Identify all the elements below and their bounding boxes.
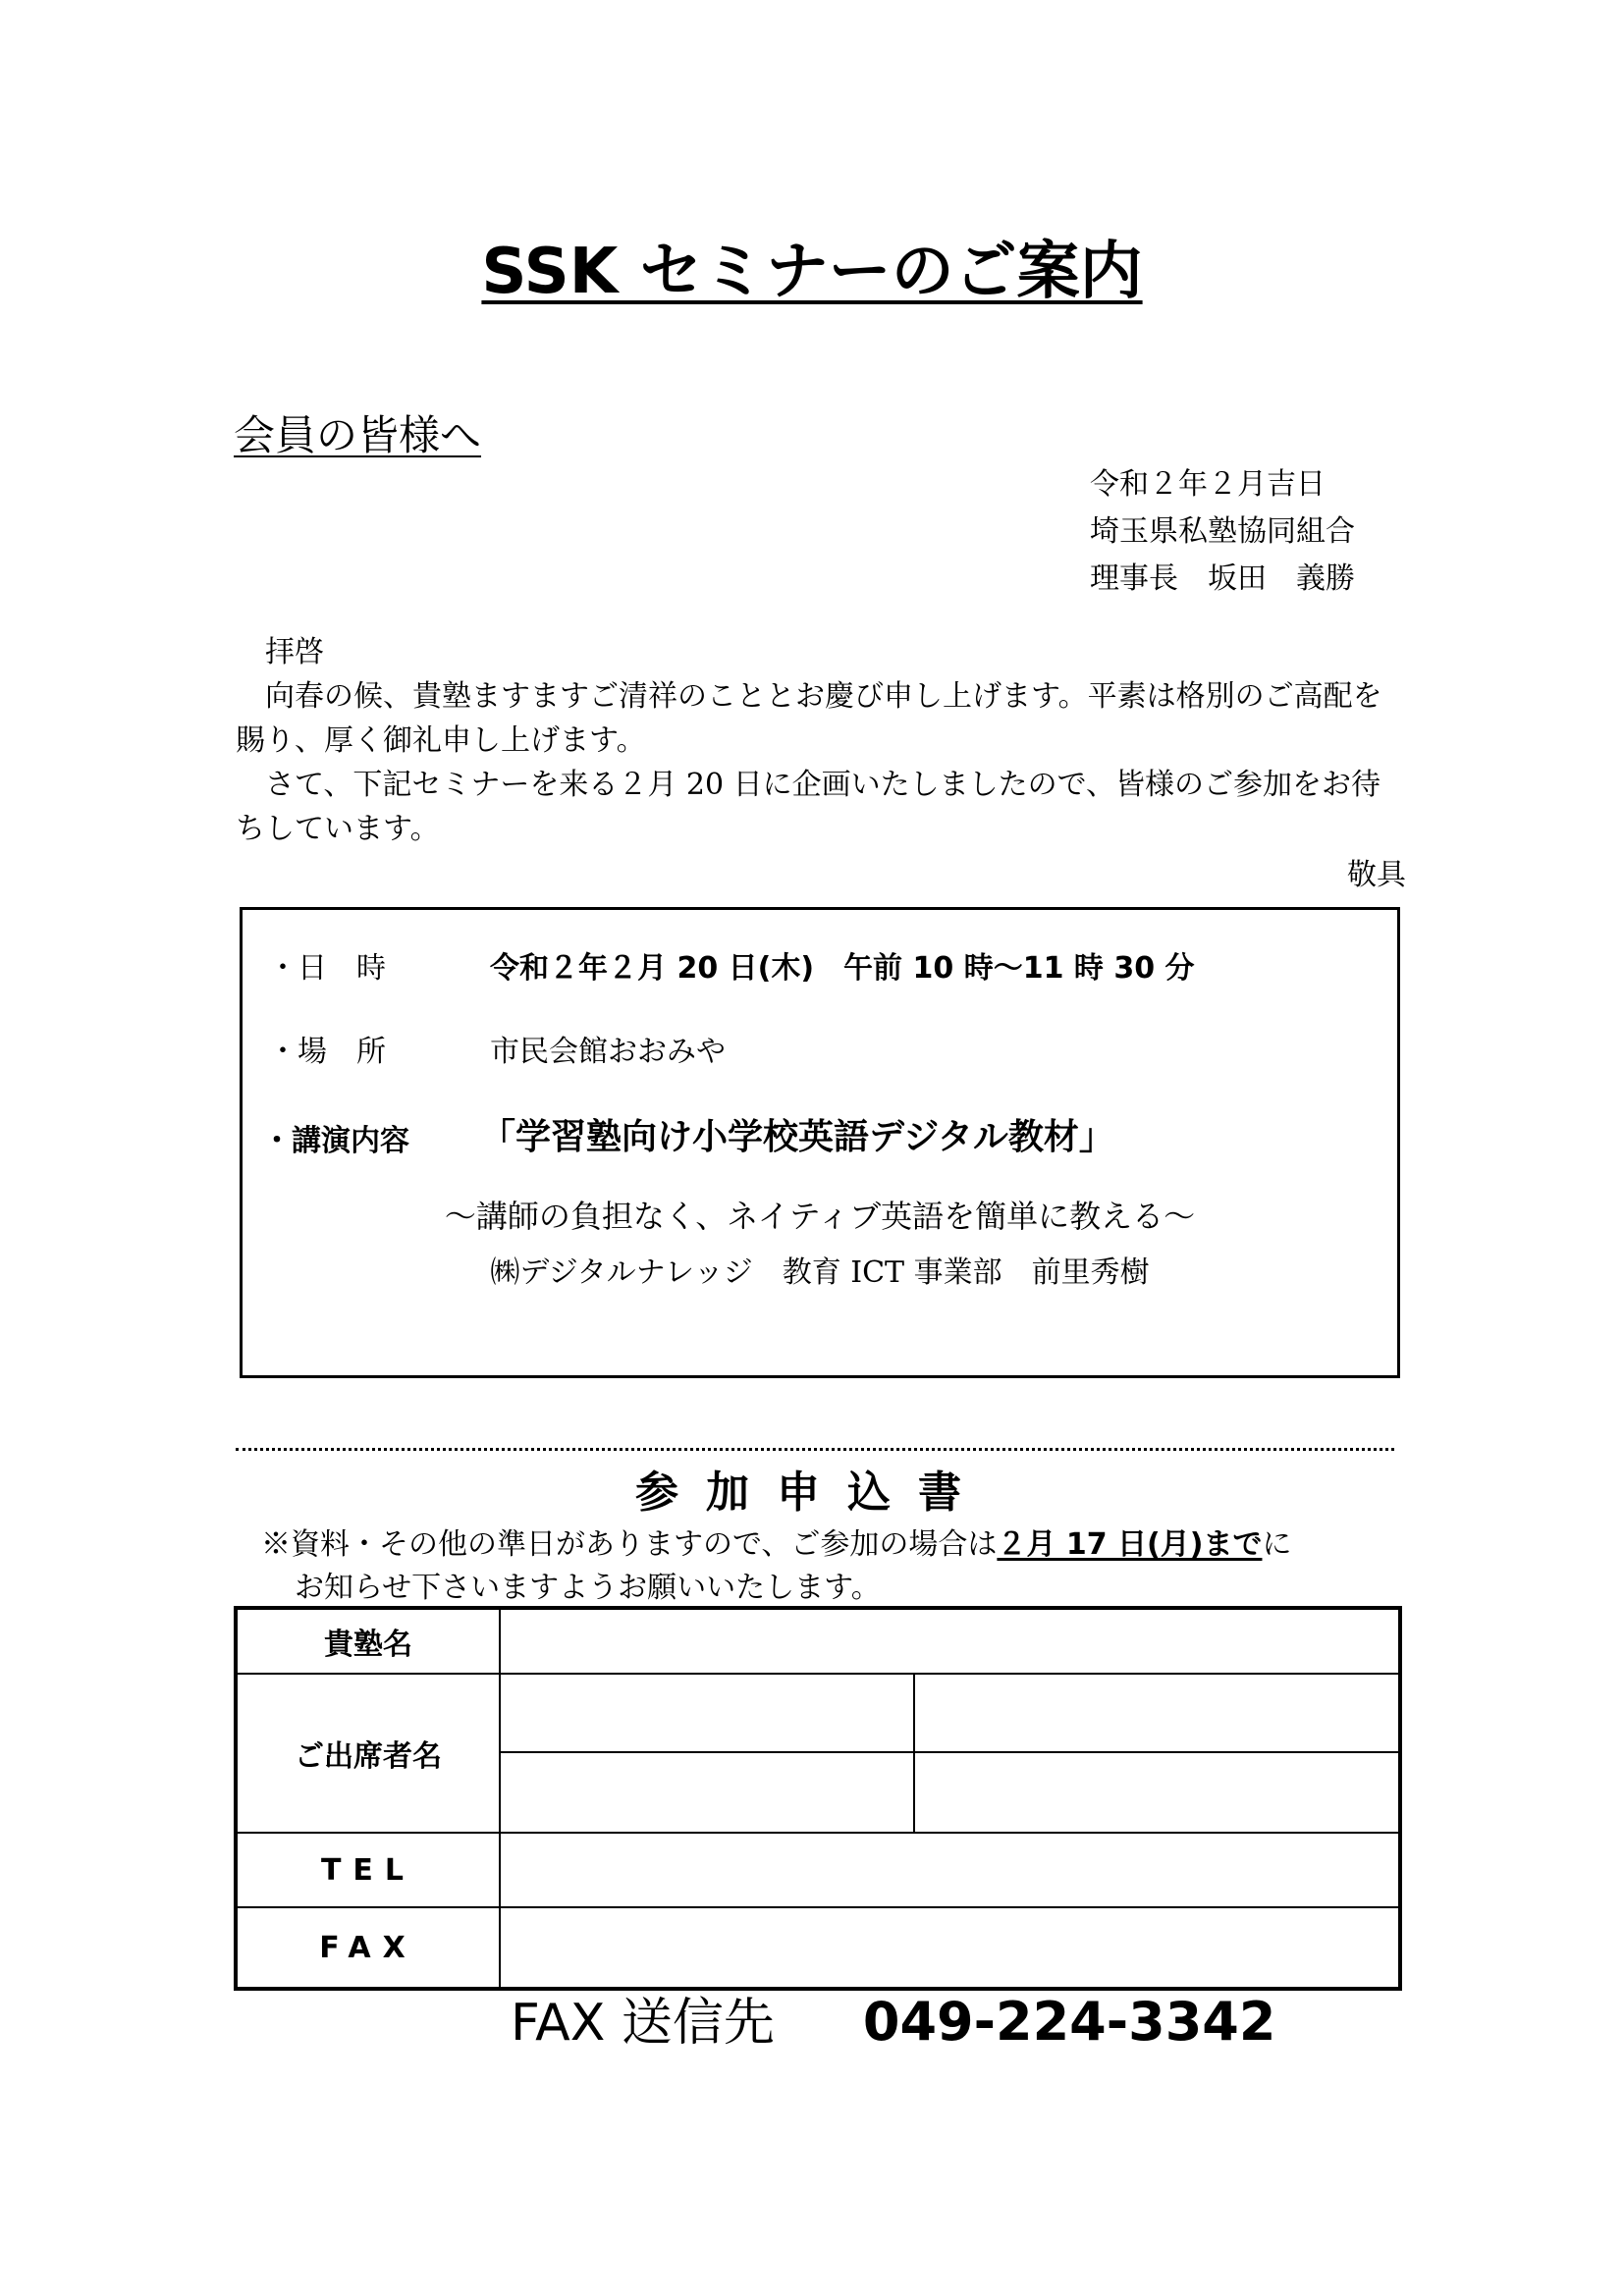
form-notice bbox=[261, 1523, 1291, 1610]
attendees-label: ご出席者名 bbox=[295, 1739, 442, 1774]
sender-representative: 理事長 坂田 義勝 bbox=[1090, 561, 1355, 596]
lecture-label: ・講演内容 bbox=[262, 1124, 409, 1158]
notice-prefix: ※資料・その他の準日がありますので、ご参加の場合は bbox=[261, 1527, 998, 1562]
speaker: ㈱デジタルナレッジ 教育 ICT 事業部 前里秀樹 bbox=[490, 1255, 1150, 1290]
fax-field[interactable] bbox=[501, 1908, 1398, 1987]
sender-organization: 埼玉県私塾協同組合 bbox=[1090, 514, 1355, 549]
letter-body bbox=[236, 630, 1406, 897]
letter-date: 令和２年２月吉日 bbox=[1090, 467, 1326, 502]
notice-deadline: ２月 17 日(月)まで bbox=[997, 1527, 1263, 1562]
lecture-subtitle: ～講師の負担なく、ネイティブ英語を簡単に教える～ bbox=[444, 1198, 1196, 1235]
attendee-name-field[interactable] bbox=[501, 1753, 913, 1832]
place-label: ・場 所 bbox=[268, 1035, 386, 1069]
notice-line-2: お知らせ下さいますようお願いいたします。 bbox=[295, 1571, 881, 1605]
school-name-label: 貴塾名 bbox=[324, 1628, 412, 1662]
letter-paragraph-2: さて、下記セミナーを来る２月 20 日に企画いたしましたので、皆様のご参加をお待ちしています。 bbox=[236, 768, 1381, 846]
sender-block bbox=[1090, 461, 1355, 603]
fax-number: 049-224-3342 bbox=[862, 1991, 1276, 2053]
attendee-name-field[interactable] bbox=[915, 1753, 1398, 1832]
letter-closing: 敬具 bbox=[1347, 858, 1406, 892]
fax-label: FAX bbox=[319, 1930, 417, 1965]
form-title: 参加申込書 bbox=[635, 1468, 989, 1518]
fax-destination bbox=[511, 1987, 1275, 2058]
tel-field[interactable] bbox=[501, 1834, 1398, 1906]
letter-opening: 拝啓 bbox=[265, 635, 324, 669]
tel-label: TEL bbox=[320, 1852, 416, 1888]
application-table bbox=[234, 1606, 1402, 1991]
cut-line bbox=[236, 1448, 1394, 1451]
page-title: SSK セミナーのご案内 bbox=[481, 236, 1143, 308]
place-value: 市民会館おおみや bbox=[490, 1035, 726, 1069]
attendee-name-field[interactable] bbox=[915, 1675, 1398, 1751]
datetime-label: ・日 時 bbox=[268, 951, 386, 986]
datetime-value: 令和２年２月 20 日(木) 午前 10 時～11 時 30 分 bbox=[490, 951, 1195, 986]
attendee-name-field[interactable] bbox=[501, 1675, 913, 1751]
notice-suffix: に bbox=[1262, 1527, 1292, 1562]
letter-paragraph-1: 向春の候、貴塾ますますご清祥のこととお慶び申し上げます。平素は格別のご高配を賜り、厚く御礼申し上げます。 bbox=[236, 679, 1382, 758]
seminar-details-box bbox=[240, 907, 1400, 1378]
fax-destination-label: FAX 送信先 bbox=[511, 1994, 775, 2053]
school-name-field[interactable] bbox=[501, 1610, 1398, 1673]
lecture-title: 「学習塾向け小学校英語デジタル教材」 bbox=[480, 1117, 1114, 1157]
greeting: 会員の皆様へ bbox=[234, 411, 482, 459]
